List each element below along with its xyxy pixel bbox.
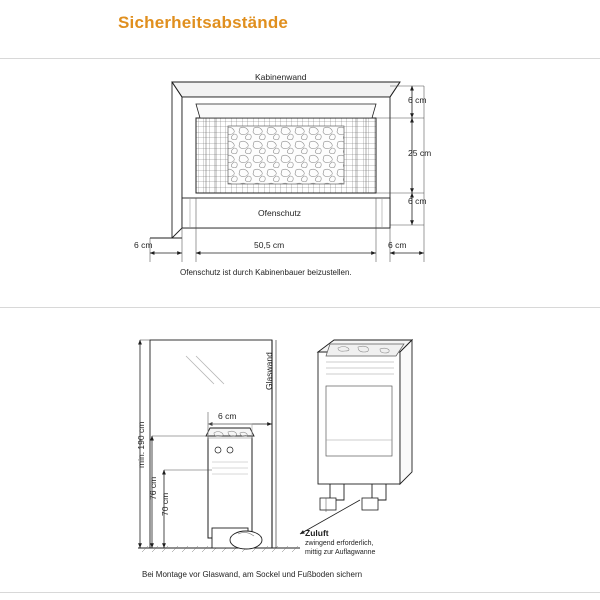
label-ofenschutz: Ofenschutz bbox=[258, 208, 301, 218]
dim-bottom-gap: 6 cm bbox=[408, 196, 427, 206]
dim-min-height: min. 190 cm bbox=[136, 421, 146, 468]
dim-height-70: 70 cm bbox=[160, 492, 170, 516]
dim-right-gap: 6 cm bbox=[388, 240, 407, 250]
dim-top-gap: 6 cm bbox=[408, 95, 427, 105]
footnote-ofenschutz: Ofenschutz ist durch Kabinenbauer beizustellen. bbox=[180, 268, 352, 277]
dim-width: 50,5 cm bbox=[254, 240, 285, 250]
label-zuluft: Zuluft bbox=[305, 528, 329, 538]
footnote-glaswand: Bei Montage vor Glaswand, am Sockel und Fußboden sichern bbox=[142, 570, 363, 579]
page-title: Sicherheitsabstände bbox=[118, 13, 289, 32]
label-zuluft-note-2: mittig zur Auflagwanne bbox=[305, 549, 376, 556]
dim-middle-height: 25 cm bbox=[408, 148, 432, 158]
dim-glass-gap: 6 cm bbox=[218, 411, 237, 421]
label-kabinenwand: Kabinenwand bbox=[255, 72, 307, 82]
label-zuluft-note-1: zwingend erforderlich, bbox=[305, 540, 374, 547]
label-glaswand: Glaswand bbox=[264, 352, 274, 390]
dim-left-gap: 6 cm bbox=[134, 240, 153, 250]
dim-height-76: 76 cm bbox=[148, 476, 158, 500]
